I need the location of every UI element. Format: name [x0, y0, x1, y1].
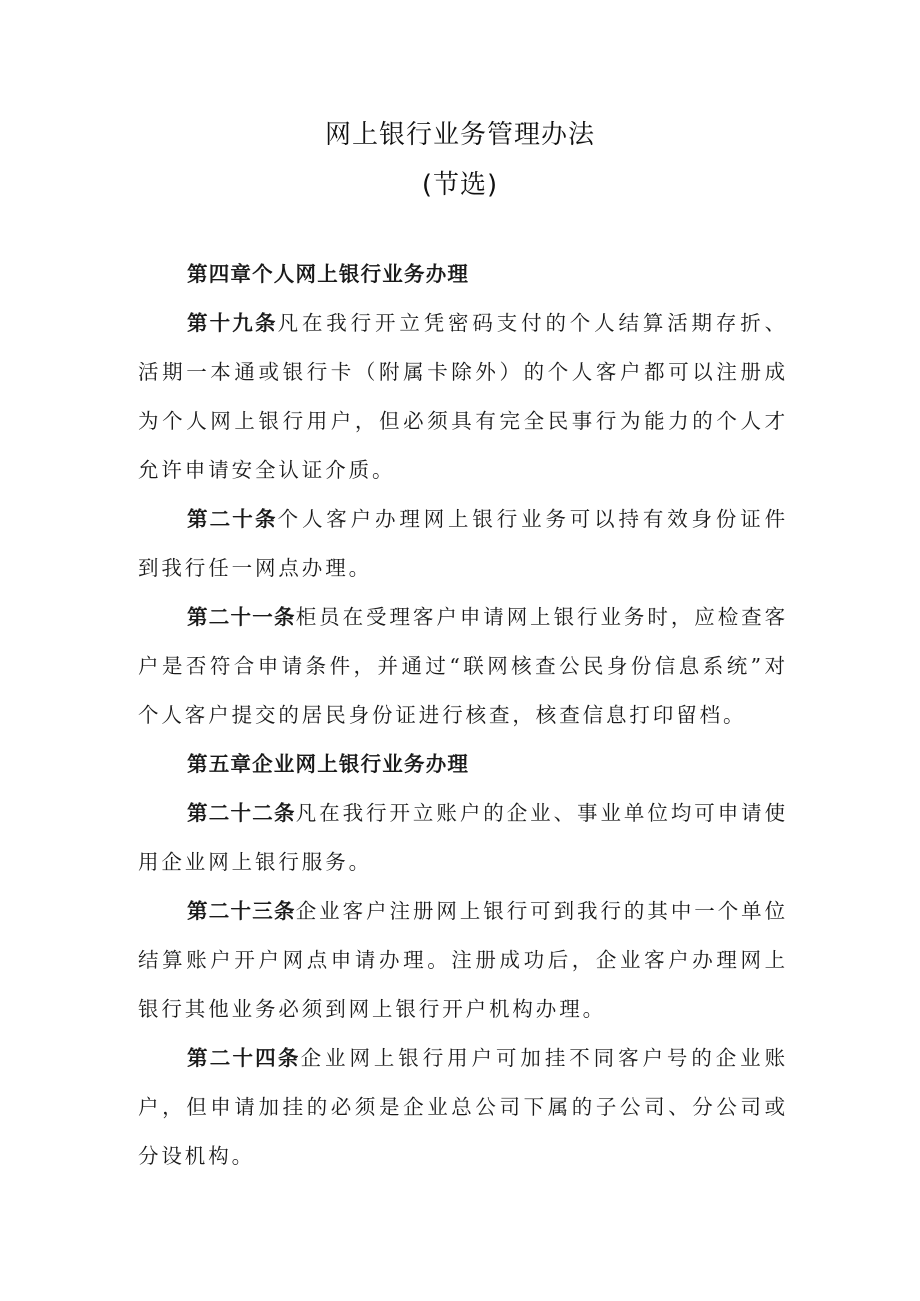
- article-paragraph: [138, 593, 788, 740]
- article-text: 凡在我行开立凭密码支付的个人结算活期存折、活期一本通或银行卡（附属卡除外）的个人客户都可以注册成为个人网上银行用户，但必须具有完全民事行为能力的个人才允许申请安全认证介质。: [138, 311, 788, 482]
- article-number: 第二十四条: [187, 1046, 301, 1070]
- article-number: 第二十一条: [187, 605, 296, 629]
- article-number: 第二十三条: [187, 899, 296, 923]
- document-title: 网上银行业务管理办法: [324, 120, 595, 150]
- chapter-heading: 第五章企业网上银行业务办理: [187, 752, 470, 776]
- article-paragraph: [138, 495, 788, 593]
- article-paragraph: [138, 789, 788, 887]
- document-body: [138, 250, 788, 1181]
- article-paragraph: [138, 299, 788, 495]
- article-text: 企业网上银行用户可加挂不同客户号的企业账户，但申请加挂的必须是企业总公司下属的子公司、分公司或分设机构。: [138, 1046, 789, 1168]
- article-text: 个人客户办理网上银行业务可以持有效身份证件到我行任一网点办理。: [138, 507, 788, 580]
- document-subtitle: (节选): [421, 170, 499, 200]
- chapter-heading: 第四章个人网上银行业务办理: [187, 262, 470, 286]
- article-number: 第二十条: [187, 507, 278, 531]
- article-text: 柜员在受理客户申请网上银行业务时，应检查客户是否符合申请条件，并通过“联网核查公民身份信息系统”对个人客户提交的居民身份证进行核查，核查信息打印留档。: [138, 605, 788, 727]
- article-number: 第二十二条: [187, 801, 296, 825]
- article-number: 第十九条: [187, 311, 278, 335]
- article-text: 企业客户注册网上银行可到我行的其中一个单位结算账户开户网点申请办理。注册成功后，企业客户办理网上银行其他业务必须到网上银行开户机构办理。: [138, 899, 788, 1021]
- article-paragraph: [138, 887, 788, 1034]
- article-text: 凡在我行开立账户的企业、事业单位均可申请使用企业网上银行服务。: [138, 801, 788, 874]
- article-paragraph: [138, 1034, 788, 1181]
